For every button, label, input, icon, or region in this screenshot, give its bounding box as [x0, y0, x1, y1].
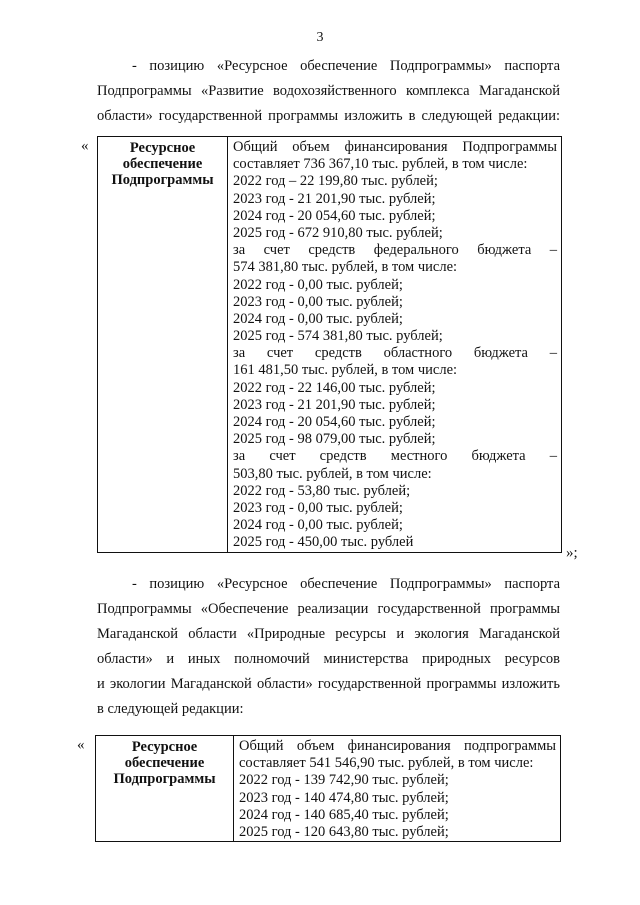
label-line: Ресурсное	[129, 140, 196, 156]
paragraph-2	[97, 572, 560, 722]
content-line: за счет средств местного бюджета –	[233, 448, 557, 465]
content-line: 2022 год – 22 199,80 тыс. рублей;	[233, 173, 438, 190]
content-line: 2025 год - 574 381,80 тыс. рублей;	[233, 328, 443, 345]
content-line: 161 481,50 тыс. рублей, в том числе:	[233, 362, 458, 379]
opening-quote: «	[81, 138, 89, 154]
content-cell	[234, 736, 561, 842]
paragraph-line: Подпрограммы «Обеспечение реализации государственной программы	[97, 601, 560, 617]
paragraph-line: и экологии Магаданской области» государственной программы изложить	[97, 676, 560, 692]
paragraph-line: в следующей редакции:	[97, 701, 244, 717]
label-line: Подпрограммы	[113, 771, 216, 787]
label-line: обеспечение	[124, 755, 205, 771]
content-line: 2025 год - 120 643,80 тыс. рублей;	[239, 823, 449, 840]
content-line: за счет средств федерального бюджета –	[233, 242, 557, 259]
content-line: 2024 год - 0,00 тыс. рублей;	[233, 310, 403, 327]
paragraph-1	[97, 54, 560, 129]
content-line: 2023 год - 0,00 тыс. рублей;	[233, 499, 403, 516]
label-cell	[98, 137, 228, 553]
content-line: 2025 год - 98 079,00 тыс. рублей;	[233, 431, 436, 448]
funding-table-1	[97, 136, 562, 553]
label-line: Ресурсное	[131, 739, 198, 755]
content-line: 2025 год - 672 910,80 тыс. рублей;	[233, 224, 443, 241]
content-line: 2024 год - 20 054,60 тыс. рублей;	[233, 414, 436, 430]
content-line: 2023 год - 140 474,80 тыс. рублей;	[239, 789, 449, 806]
paragraph-line: Подпрограммы «Развитие водохозяйственного комплекса Магаданской	[97, 83, 560, 99]
content-line: 2022 год - 53,80 тыс. рублей;	[233, 482, 411, 499]
content-line: 574 381,80 тыс. рублей, в том числе:	[233, 259, 458, 276]
content-line: 2024 год - 140 685,40 тыс. рублей;	[239, 806, 449, 823]
opening-quote: «	[77, 737, 85, 753]
content-line: 2022 год - 0,00 тыс. рублей;	[233, 276, 403, 293]
closing-quote: »;	[566, 545, 578, 561]
content-line: 2022 год - 139 742,90 тыс. рублей;	[239, 772, 449, 789]
content-line: 2023 год - 21 201,90 тыс. рублей;	[233, 190, 436, 207]
paragraph-line: области» государственной программы изложить в следующей редакции:	[97, 108, 560, 124]
paragraph-line: - позицию «Ресурсное обеспечение Подпрограммы» паспорта	[132, 576, 560, 592]
content-cell	[228, 137, 562, 553]
page-number: 3	[316, 30, 324, 45]
content-line: 2025 год - 450,00 тыс. рублей	[233, 534, 414, 551]
funding-table-2	[95, 735, 561, 842]
content-line: Общий объем финансирования подпрограммы	[239, 738, 556, 754]
content-line: 503,80 тыс. рублей, в том числе:	[233, 465, 432, 482]
content-line: составляет 541 546,90 тыс. рублей, в том числе:	[239, 755, 534, 772]
label-cell	[96, 736, 234, 842]
label-line: обеспечение	[122, 156, 203, 172]
label-line: Подпрограммы	[111, 172, 214, 188]
paragraph-line: области» и иных полномочий министерства природных ресурсов	[97, 651, 560, 667]
content-line: составляет 736 367,10 тыс. рублей, в том числе:	[233, 156, 528, 173]
content-line: 2024 год - 0,00 тыс. рублей;	[233, 517, 403, 534]
content-line: 2023 год - 0,00 тыс. рублей;	[233, 293, 403, 310]
content-line: 2023 год - 21 201,90 тыс. рублей;	[233, 396, 436, 413]
content-line: за счет средств областного бюджета –	[233, 345, 557, 362]
content-line: 2024 год - 20 054,60 тыс. рублей;	[233, 207, 436, 224]
content-line: 2022 год - 22 146,00 тыс. рублей;	[233, 379, 436, 396]
content-line: Общий объем финансирования Подпрограммы	[233, 139, 557, 155]
paragraph-line: Магаданской области «Природные ресурсы и экология Магаданской	[97, 626, 560, 642]
paragraph-line: - позицию «Ресурсное обеспечение Подпрограммы» паспорта	[132, 58, 560, 74]
